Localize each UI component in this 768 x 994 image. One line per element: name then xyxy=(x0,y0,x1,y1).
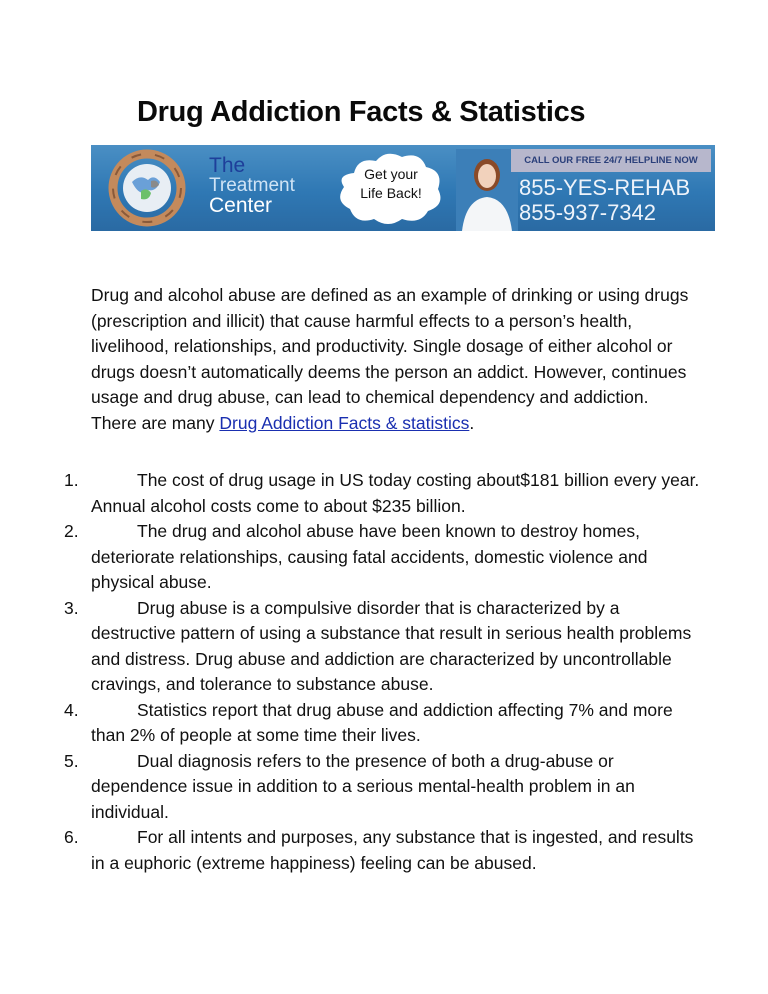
phone-vanity[interactable]: 855-YES-REHAB xyxy=(519,175,691,200)
cloud-slogan: Get your Life Back! xyxy=(360,166,422,201)
hands-globe-logo-icon xyxy=(99,147,195,229)
list-item: 1. The cost of drug usage in US today costing about$181 billion every year. Annual alcohol costs come to about $235 billion. xyxy=(64,470,700,516)
helpline-label: CALL OUR FREE 24/7 HELPLINE NOW xyxy=(511,149,711,172)
list-item: 4. Statistics report that drug abuse and addiction affecting 7% and more than 2% of people at some time their lives. xyxy=(64,699,673,745)
list-item: 6. For all intents and purposes, any substance that is ingested, and results in a euphoric (extreme happiness) feeling can be abused. xyxy=(64,827,694,873)
phone-number[interactable]: 855-937-7342 xyxy=(519,200,657,225)
facts-list xyxy=(64,468,704,876)
treatment-center-banner[interactable] xyxy=(91,145,715,231)
list-item: 2. The drug and alcohol abuse have been known to destroy homes, deteriorate relationships, causing fatal accidents, domestic violence and physical abuse. xyxy=(64,521,648,592)
brand-name: The Treatment Center xyxy=(209,154,295,217)
list-item: 5. Dual diagnosis refers to the presence of both a drug-abuse or dependence issue in addition to a serious mental-health problem in an individual. xyxy=(64,750,635,822)
page-title: Drug Addiction Facts & Statistics xyxy=(137,96,586,128)
helpline-agent-photo-icon xyxy=(456,149,518,231)
intro-paragraph: Drug and alcohol abuse are defined as an example of drinking or using drugs (prescription and illicit) that cause harmful effects to a person’s health, livelihood, relationships, and productivity. Single dosage of either alcohol or drugs doesn’t automatically deems the person an addict. However, continues usage and drug abuse, can lead to chemical dependency and addiction. There are many Drug Addiction Facts & statistics. xyxy=(91,285,689,433)
list-item: 3. Drug abuse is a compulsive disorder that is characterized by a destructive pattern of using a substance that result in serious health problems and distress. Drug abuse and addiction are characterized by uncontrollable cravings, and tolerance to substance abuse. xyxy=(64,597,692,694)
facts-statistics-link[interactable]: Drug Addiction Facts & statistics xyxy=(219,412,470,433)
